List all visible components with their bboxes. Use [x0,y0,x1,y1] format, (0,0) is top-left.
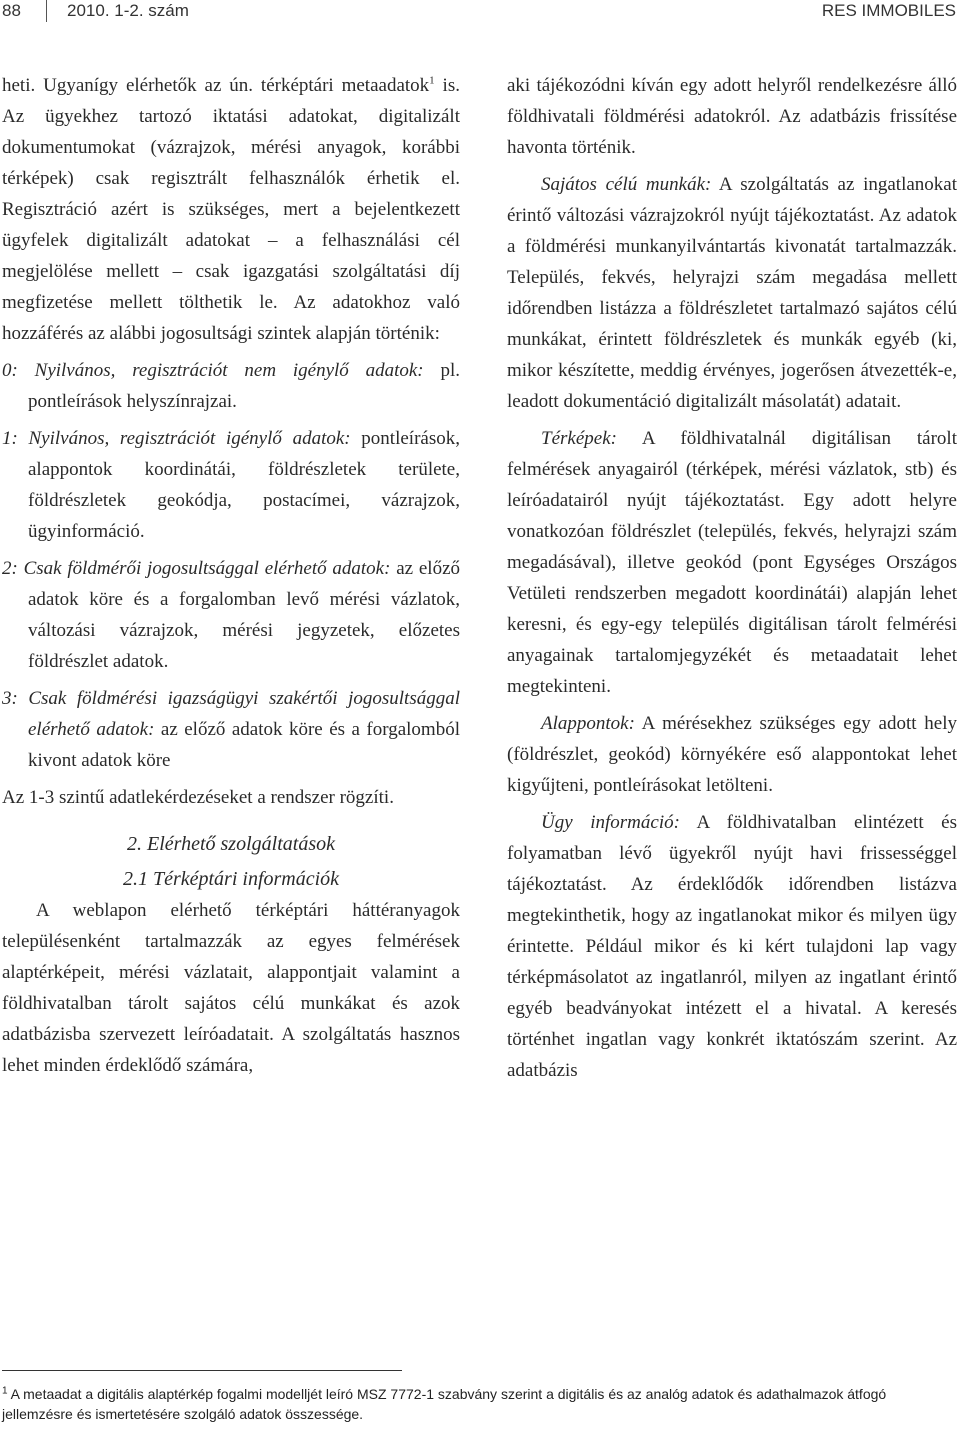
service-label: Alappontok: [541,713,635,734]
footnote: $^1$ A metaadat a digitális alaptérkép fogalmi modelljét leíró MSZ 7772-1 szabvány szerint a digitális és az analóg adatok és adathalmazok átfogó jellemzésre és ismertetésére szolgáló adatok összessége. [2,1385,887,1422]
service-label: Sajátos célú munkák: [541,174,712,195]
journal-title: RES IMMOBILES [821,1,956,20]
footnote-marker: 1 [2,1385,8,1397]
service-maps: Térképek: A földhivatalnál digitálisan tárolt felmérések anyagairól (térképek, mérési vázlatok, stb) és leíróadatairól nyújt tájékoztatást. Egy adott helyre vonatkozóan földrészlet (település, fekvés, helyrajzi szám megadásával), illetve geokód (pont Egységes Országos Vetületi rendszerben megadott koordinátái) alapján lehet keresni, és egy-egy település digitálisan tárolt felmérési anyagainak tartalomjegyzékét és metaadatait lehet megtekinteni. [507,428,957,697]
access-level-1: 1: Nyilvános, regisztrációt igénylő adatok: pontleírások, alappontok koordinátái, földrészletek területe, földrészletek geokódja, postacímei, vázrajzok, ügyinformáció. [2,428,460,542]
right-column [507,70,957,1086]
paragraph-access-intro: heti. Ugyanígy elérhetők az ún. térképtári metaadatok$^1$ is. Az ügyekhez tartozó iktatási adatokat, digitalizált dokumentumokat (vázrajzok, mérési anyagok, korábbi térképek) csak regisztrált felhasználók érhetik el. Regisztráció azért is szükséges, mert a bejelentkezett ügyfelek digitalizált adatokat – a felhasználási cél megjelölése mellett – csak igazgatási szolgáltatási díj megfizetése mellett tölthetik le. Az adatokhoz való hozzáférés az alábbi jogosultsági szintek alapján történik: [2,74,460,344]
service-special-works: Sajátos célú munkák: A szolgáltatás az ingatlanokat érintő változási vázrajzokról nyújt tájékoztatást. Az adatok a földmérési munkanyilvántartás kivonatát tartalmazzák. Település, fekvés, helyrajzi szám megadása mellett időrendben listázza a földrészletet tartalmazó sajátos célú munkákat, érintett földrészletek és munkák egyéb (ki, mikor készítette, meddig érvényes, jogerősen átvezették-e, leadott dokumentáció digitalizált másolatát) adatait. [507,174,957,412]
access-level-label: 3: Csak földmérési igazságügyi szakértői jogosultsággal elérhető adatok: [2,688,460,740]
paragraph-map-archive: A weblapon elérhető térképtári háttéranyagok településenként tartalmazzák az egyes felmérések alaptérképeit, mérési vázlatait, alappontjait valamint a földhivatalban tárolt sajátos célú munkákat és azok adatbázisba szervezett leíróadatait. A szolgáltatás hasznos lehet minden érdeklődő számára, [2,900,460,1076]
footnote-rule [2,1370,402,1371]
access-level-2: 2: Csak földmérői jogosultsággal elérhető adatok: az előző adatok köre és a forgalomban levő mérési vázlatok, változási vázrajzok, mérési jegyzetek, előzetes földrészlet adatok. [2,558,460,672]
page-number: 88 [2,1,21,20]
footnote-ref[interactable]: 1 [429,74,435,87]
service-label: Térképek: [541,428,617,449]
issue-label: 2010. 1-2. szám [67,1,189,20]
access-level-0: 0: Nyilvános, regisztrációt nem igénylő adatok: pl. pontleírások helyszínrajzai. [2,360,460,412]
logging-note: Az 1-3 szintű adatlekérdezéseket a rendszer rögzíti. [2,787,394,808]
access-level-3: 3: Csak földmérési igazságügyi szakértői jogosultsággal elérhető adatok: az előző adatok köre és a forgalomból kivont adatok köre [2,688,460,771]
page-header [0,0,960,26]
access-level-label: 2: Csak földmérői jogosultsággal elérhető adatok: [2,558,391,579]
subsection-heading: 2.1 Térképtári információk [122,868,340,890]
access-level-label: 0: Nyilvános, regisztrációt nem igénylő adatok: [2,360,424,381]
header-divider [46,0,47,22]
service-label: Ügy információ: [541,812,680,833]
left-column [2,70,460,1081]
service-control-points: Alappontok: A mérésekhez szükséges egy adott hely (földrészlet, geokód) környékére eső alappontokat lehet kigyűjteni, pontleírásokat letölteni. [507,713,957,796]
access-level-label: 1: Nyilvános, regisztrációt igénylő adatok: [2,428,351,449]
section-heading: 2. Elérhető szolgáltatások [127,833,335,855]
paragraph-continued: aki tájékozódni kíván egy adott helyről rendelkezésre álló földhivatali földmérési adatokról. Az adatbázis frissítése havonta történik. [507,75,957,158]
service-case-info: Ügy információ: A földhivatalban elintézett és folyamatban lévő ügyekről nyújt havi frissességgel tájékoztatást. Az érdeklődők időrendben listázva megtekinthetik, hogy az ingatlanokat mikor és milyen ügy érintette. Például mikor és ki kért tulajdoni lap vagy térképmásolatot az ingatlanról, milyen az ingatlant érintő egyéb beadványokat intézett el a hivatal. A keresés történhet ingatlan vagy konkrét iktatószám szerint. Az adatbázis [507,812,957,1081]
